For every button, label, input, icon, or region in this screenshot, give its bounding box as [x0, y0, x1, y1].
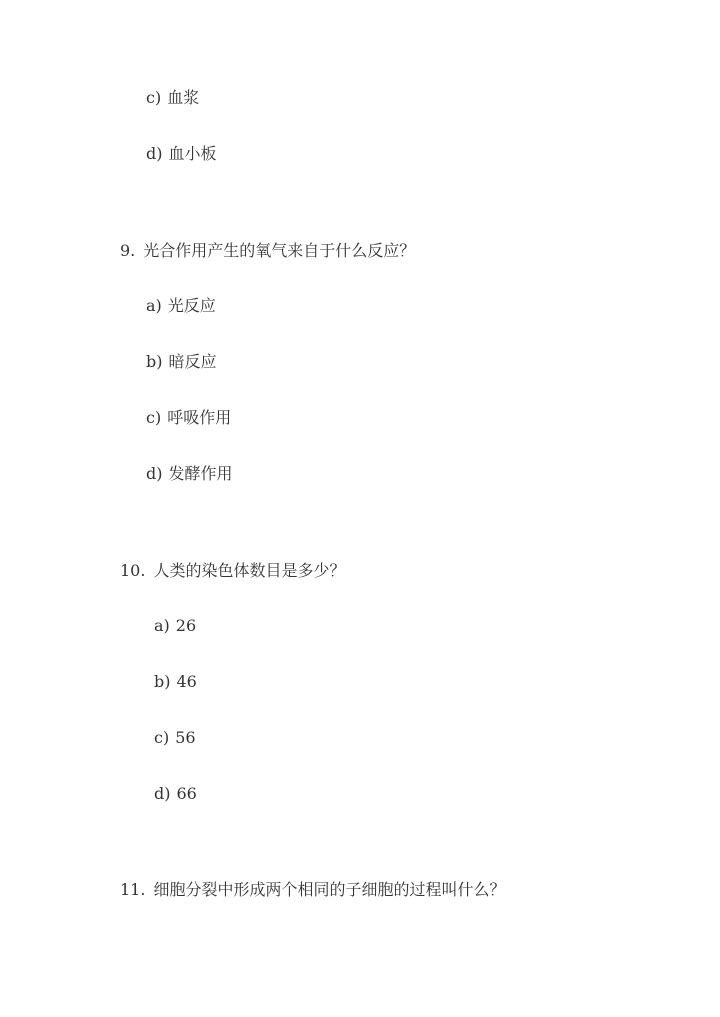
option-text: 56 — [175, 728, 196, 747]
option-label: d) — [154, 784, 171, 803]
option-label: a) — [146, 296, 162, 315]
option-text: 26 — [175, 616, 197, 635]
option-text: 血小板 — [168, 144, 217, 163]
option-q10-a — [154, 616, 196, 636]
option-label: c) — [146, 88, 162, 107]
option-q9-a — [146, 296, 216, 316]
option-text: 呼吸作用 — [167, 408, 232, 427]
option-text: 暗反应 — [168, 352, 217, 371]
question-text: 细胞分裂中形成两个相同的子细胞的过程叫什么？ — [153, 880, 506, 899]
option-q9-d — [146, 464, 233, 484]
option-q10-b — [154, 672, 197, 692]
option-label: b) — [154, 672, 171, 691]
question-number: 10. — [120, 561, 146, 580]
option-label: d) — [146, 144, 163, 163]
question-number: 11. — [120, 880, 146, 899]
question-10 — [120, 561, 345, 581]
option-text: 46 — [176, 672, 197, 691]
option-label: c) — [146, 408, 162, 427]
option-q9-c — [146, 408, 231, 428]
question-text: 光合作用产生的氧气来自于什么反应？ — [143, 241, 416, 260]
option-text: 光反应 — [167, 296, 216, 315]
option-q10-c — [154, 728, 196, 748]
question-11 — [120, 880, 505, 900]
option-label: d) — [146, 464, 163, 483]
option-label: b) — [146, 352, 163, 371]
question-text: 人类的染色体数目是多少？ — [153, 561, 346, 580]
option-q9-b — [146, 352, 217, 372]
option-q8-d — [146, 144, 217, 164]
option-q10-d — [154, 784, 197, 804]
option-q8-c — [146, 88, 199, 108]
option-text: 发酵作用 — [168, 464, 233, 483]
option-text: 66 — [176, 784, 197, 803]
question-9 — [120, 241, 415, 261]
option-label: a) — [154, 616, 170, 635]
question-number: 9. — [120, 241, 136, 260]
option-text: 血浆 — [167, 88, 200, 107]
option-label: c) — [154, 728, 170, 747]
